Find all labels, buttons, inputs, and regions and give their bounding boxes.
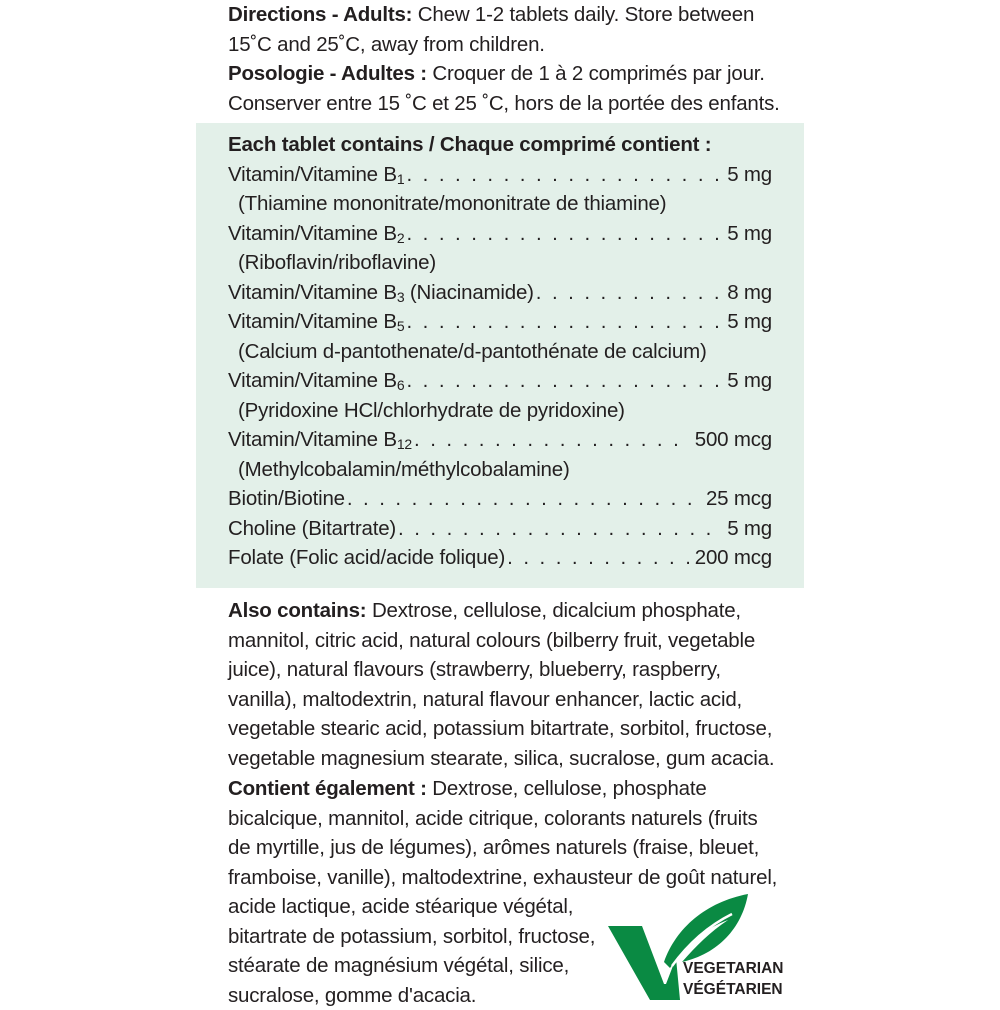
ingredient-note: (Thiamine mononitrate/mononitrate de thiamine) — [228, 189, 772, 219]
leader-dots — [406, 219, 721, 249]
contient-line: bitartrate de potassium, sorbitol, fructose, — [228, 922, 788, 952]
ingredients-title: Each tablet contains / Chaque comprimé contient : — [228, 130, 772, 160]
ingredient-name-suffix: (Niacinamide) — [404, 281, 533, 304]
directions-fr — [228, 59, 788, 89]
contient-line: de myrtille, jus de légumes), arômes naturels (fraise, bleuet, — [228, 833, 788, 863]
vegetarian-badge — [606, 888, 786, 1000]
ingredient-subscript: 12 — [397, 436, 412, 452]
also-contains-line: juice), natural flavours (strawberry, blueberry, raspberry, — [228, 655, 788, 685]
ingredient-name — [228, 514, 396, 544]
contient-line: stéarate de magnésium végétal, silice, — [228, 951, 788, 981]
leader-dots — [406, 160, 721, 190]
leader-dots — [406, 307, 721, 337]
directions-fr-heading: Posologie - Adultes : — [228, 62, 427, 85]
directions-fr-text: Croquer de 1 à 2 comprimés par jour. — [427, 62, 765, 85]
ingredient-row — [228, 514, 772, 544]
ingredient-name-text: Choline (Bitartrate) — [228, 517, 396, 540]
directions-section — [228, 0, 788, 118]
ingredient-row — [228, 219, 772, 249]
leader-dots — [398, 514, 721, 544]
badge-line-en: VEGETARIAN — [683, 960, 783, 977]
directions-en-text: Chew 1-2 tablets daily. Store between — [412, 3, 754, 26]
ingredient-amount: 500 mcg — [695, 425, 772, 455]
ingredient-name — [228, 543, 505, 573]
also-contains-line: mannitol, citric acid, natural colours (bilberry fruit, vegetable — [228, 626, 788, 656]
leader-dots — [347, 484, 700, 514]
ingredient-name-text: Vitamin/Vitamine B — [228, 428, 397, 451]
also-contains-line — [228, 596, 788, 626]
ingredient-amount: 8 mg — [727, 278, 772, 308]
ingredient-name-text: Vitamin/Vitamine B — [228, 310, 397, 333]
leader-dots — [414, 425, 689, 455]
also-contains-line: vegetable magnesium stearate, silica, sucralose, gum acacia. — [228, 744, 788, 774]
also-contains-line: vanilla), maltodextrin, natural flavour enhancer, lactic acid, — [228, 685, 788, 715]
leader-dots — [406, 366, 721, 396]
ingredient-row — [228, 278, 772, 308]
ingredient-amount: 5 mg — [727, 160, 772, 190]
contient-line: sucralose, gomme d'acacia. — [228, 981, 788, 1010]
ingredient-amount: 5 mg — [727, 366, 772, 396]
ingredient-name-text: Vitamin/Vitamine B — [228, 163, 397, 186]
also-contains-line: vegetable stearic acid, potassium bitartrate, sorbitol, fructose, — [228, 714, 788, 744]
ingredient-name-text: Folate (Folic acid/acide folique) — [228, 546, 505, 569]
contient-text: Dextrose, cellulose, phosphate — [427, 777, 707, 800]
ingredient-row — [228, 307, 772, 337]
ingredient-note: (Pyridoxine HCl/chlorhydrate de pyridoxine) — [228, 396, 772, 426]
ingredient-name-text: Vitamin/Vitamine B — [228, 222, 397, 245]
ingredient-amount: 5 mg — [727, 307, 772, 337]
contient-heading: Contient également : — [228, 777, 427, 800]
ingredient-subscript: 1 — [397, 171, 405, 187]
directions-en — [228, 0, 788, 30]
also-contains-section — [228, 596, 788, 773]
ingredient-subscript: 2 — [397, 230, 405, 246]
ingredient-name-text: Biotin/Biotine — [228, 487, 345, 510]
directions-en-cont: 15˚C and 25˚C, away from children. — [228, 30, 788, 60]
ingredient-note: (Methylcobalamin/méthylcobalamine) — [228, 455, 772, 485]
ingredient-note: (Riboflavin/riboflavine) — [228, 248, 772, 278]
contient-line: bicalcique, mannitol, acide citrique, colorants naturels (fruits — [228, 804, 788, 834]
ingredient-amount: 5 mg — [727, 514, 772, 544]
ingredient-row — [228, 366, 772, 396]
ingredient-row — [228, 425, 772, 455]
ingredients-list — [228, 130, 772, 573]
contient-line — [228, 774, 788, 804]
contient-line: framboise, vanille), maltodextrine, exhausteur de goût naturel, — [228, 863, 788, 893]
ingredient-row — [228, 484, 772, 514]
ingredient-amount: 200 mcg — [695, 543, 772, 573]
also-contains-heading: Also contains: — [228, 599, 366, 622]
ingredient-note: (Calcium d-pantothenate/d-pantothénate de calcium) — [228, 337, 772, 367]
ingredient-row — [228, 160, 772, 190]
ingredient-name — [228, 484, 345, 514]
directions-en-heading: Directions - Adults: — [228, 3, 412, 26]
contient-line: acide lactique, acide stéarique végétal, — [228, 892, 788, 922]
ingredient-amount: 25 mcg — [706, 484, 772, 514]
ingredient-name-text: Vitamin/Vitamine B — [228, 281, 397, 304]
also-contains-text: Dextrose, cellulose, dicalcium phosphate, — [366, 599, 740, 622]
badge-line-fr: VÉGÉTARIEN — [683, 981, 783, 998]
leader-dots — [536, 278, 721, 308]
ingredient-name-text: Vitamin/Vitamine B — [228, 369, 397, 392]
ingredient-amount: 5 mg — [727, 219, 772, 249]
directions-fr-cont: Conserver entre 15 ˚C et 25 ˚C, hors de la portée des enfants. — [228, 89, 788, 119]
ingredient-subscript: 3 — [397, 289, 405, 305]
ingredient-subscript: 5 — [397, 318, 405, 334]
ingredient-subscript: 6 — [397, 377, 405, 393]
leader-dots — [507, 543, 689, 573]
ingredient-row — [228, 543, 772, 573]
